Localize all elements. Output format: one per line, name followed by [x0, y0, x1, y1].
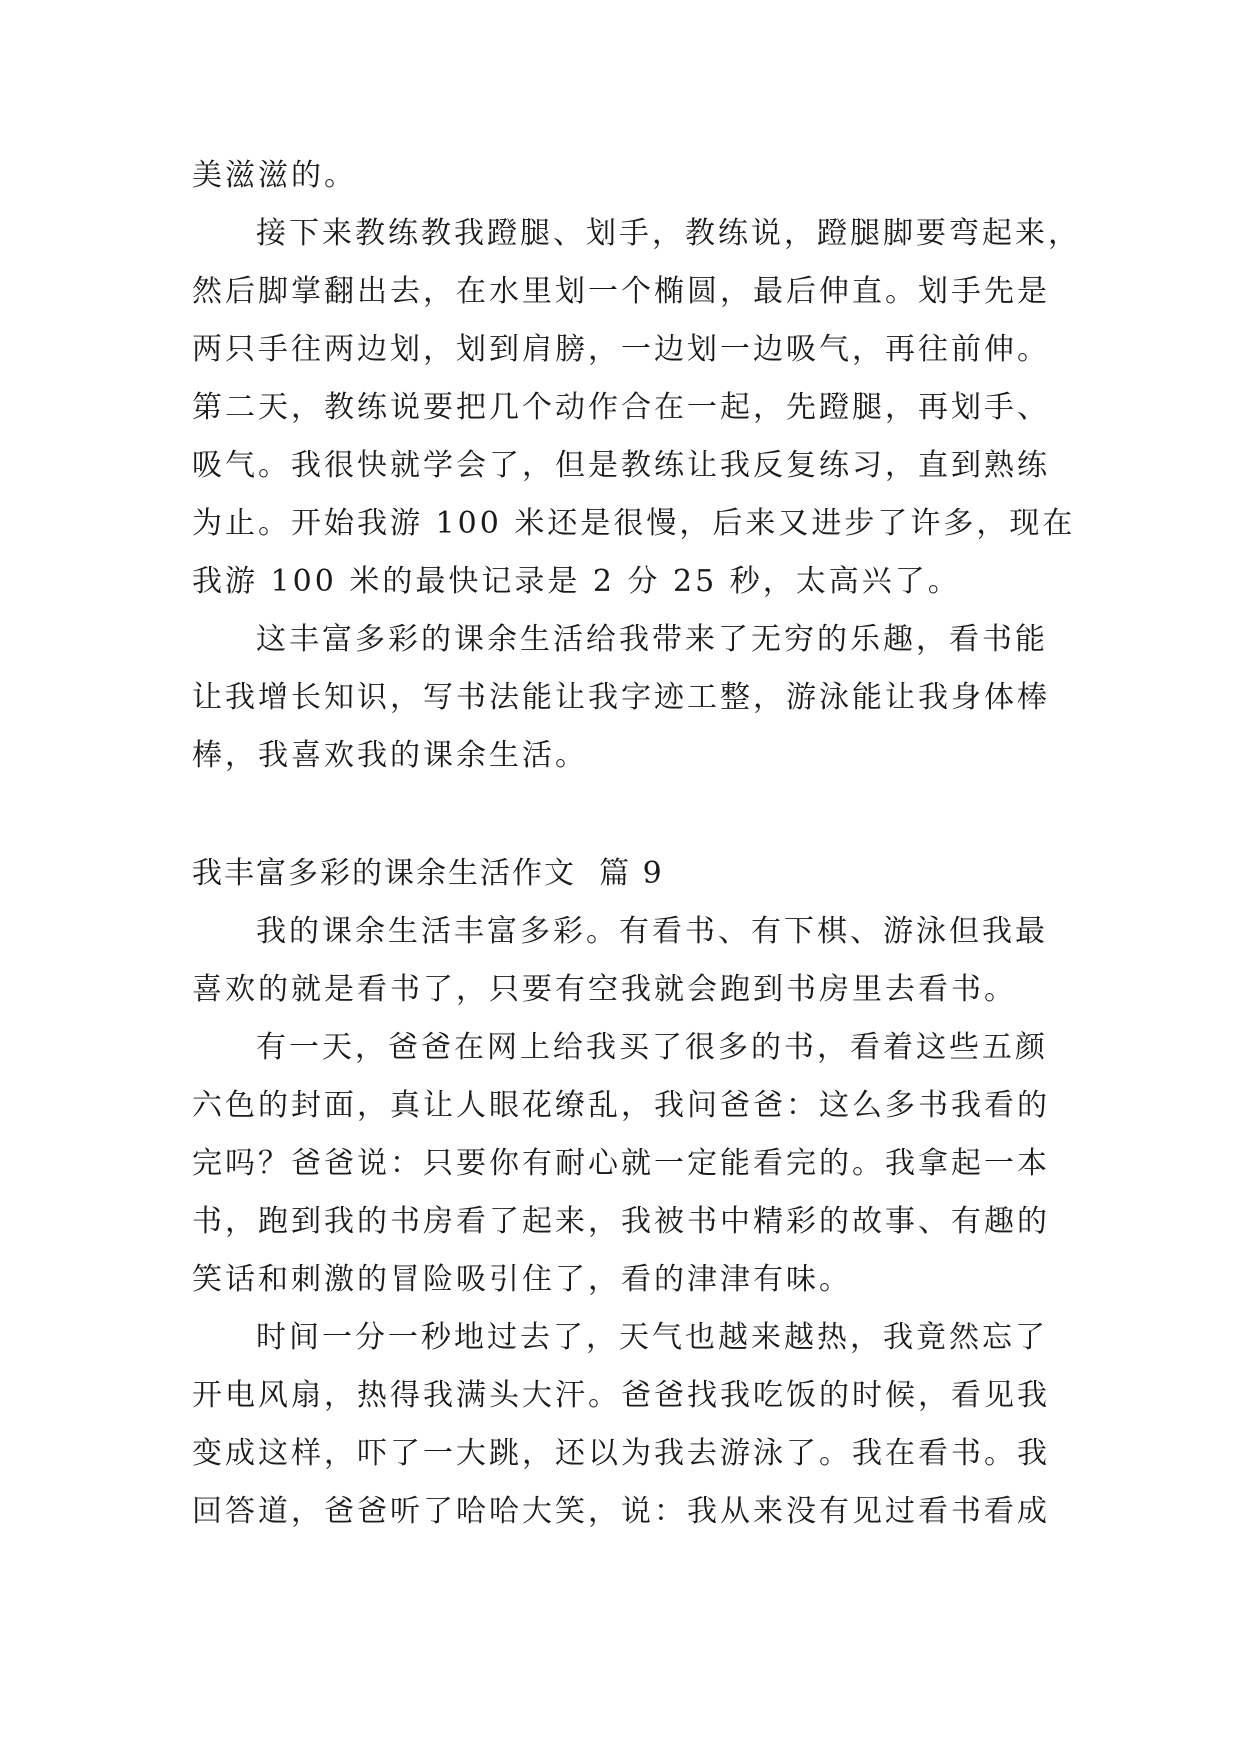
text-line: 回答道，爸爸听了哈哈大笑，说：我从来没有见过看书看成: [192, 1494, 1050, 1529]
paragraph: [192, 611, 1091, 785]
text-line: 第二天，教练说要把几个动作合在一起，先蹬腿，再划手、: [192, 390, 1050, 425]
text-line: 我游 100 米的最快记录是 2 分 25 秒，太高兴了。: [192, 564, 961, 599]
text-line: 完吗？爸爸说：只要你有耐心就一定能看完的。我拿起一本: [192, 1146, 1050, 1181]
text-line: 六色的封面，真让人眼花缭乱，我问爸爸：这么多书我看的: [192, 1088, 1050, 1123]
text-line: 吸气。我很快就学会了，但是教练让我反复练习，直到熟练: [192, 448, 1050, 483]
text-line: 为止。开始我游 100 米还是很慢，后来又进步了许多，现在: [192, 506, 1076, 541]
text-line: 然后脚掌翻出去，在水里划一个椭圆，最后伸直。划手先是: [192, 274, 1050, 309]
section-heading: 我丰富多彩的课余生活作文 篇 9: [192, 856, 664, 891]
paragraph: [192, 903, 1091, 1019]
text-line: 让我增长知识，写书法能让我字迹工整，游泳能让我身体棒: [192, 680, 1050, 715]
text-line: 笑话和刺激的冒险吸引住了，看的津津有味。: [192, 1262, 852, 1297]
text-line: 美滋滋的。: [192, 158, 357, 193]
paragraph: [192, 1019, 1091, 1309]
text-line: 我的课余生活丰富多彩。有看书、有下棋、游泳但我最: [256, 914, 1048, 949]
text-line: 开电风扇，热得我满头大汗。爸爸找我吃饭的时候，看见我: [192, 1378, 1050, 1413]
text-line: 有一天，爸爸在网上给我买了很多的书，看着这些五颜: [256, 1030, 1048, 1065]
text-line: 棒，我喜欢我的课余生活。: [192, 738, 588, 773]
text-line: 接下来教练教我蹬腿、划手，教练说，蹬腿脚要弯起来，: [256, 216, 1081, 251]
text-line: 变成这样，吓了一大跳，还以为我去游泳了。我在看书。我: [192, 1436, 1050, 1471]
paragraph: [192, 1309, 1091, 1541]
text-line: 书，跑到我的书房看了起来，我被书中精彩的故事、有趣的: [192, 1204, 1050, 1239]
text-line: 时间一分一秒地过去了，天气也越来越热，我竟然忘了: [256, 1320, 1048, 1355]
paragraph: [192, 147, 1091, 205]
text-line: 喜欢的就是看书了，只要有空我就会跑到书房里去看书。: [192, 972, 1017, 1007]
text-line: 这丰富多彩的课余生活给我带来了无穷的乐趣，看书能: [256, 622, 1048, 657]
text-line: 两只手往两边划，划到肩膀，一边划一边吸气，再往前伸。: [192, 332, 1050, 367]
paragraph: [192, 205, 1091, 611]
